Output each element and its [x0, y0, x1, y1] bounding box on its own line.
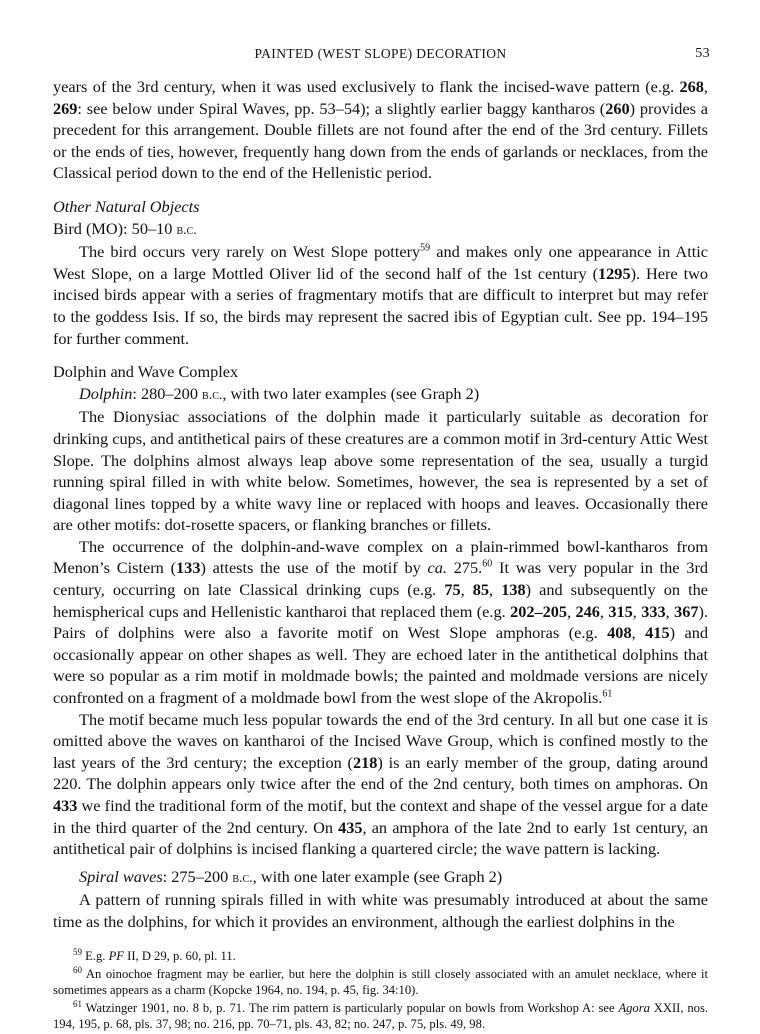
footnote-ref-61: 61 [602, 688, 613, 700]
paragraph-bird: The bird occurs very rarely on West Slope pottery$^{59}$ and makes only one appearance in Attic West Slope, on a large Mottled Oliver lid of the second half of the 1st century (1295). Here two incised birds appear with a series of fragmentary motifs that are difficult to interpret but may refer to the goddess Isis. If so, the birds may represent the sacred ibis of Egyptian cult. See pp. 194–195 for further comment. [53, 242, 708, 348]
page [53, 46, 708, 1034]
paragraph-dolphin-occurrence: The occurrence of the dolphin-and-wave complex on a plain-rimmed bowl-kantharos from Menon’s Cistern (133) attests the use of the motif by ca. 275.60 It was very popular in the 3rd century, occurring on late Classical drinking cups (e.g. 75, 85, 138) and subsequently on the hemispherical cups and Hellenistic kantharoi that replaced them (e.g. 202–205, 246, 315, 333, 367). Pairs of dolphins were also a favorite motif on West Slope amphoras (e.g. 408, 415) and occasionally appear on other shapes as well. They are echoed later in the antithetical dolphins that were so popular as a rim motif in moldmade bowls; the painted and moldmade versions are nicely confronted on a fragment of a moldmade bowl from the west slope of the Akropolis.$^{61}$ [53, 536, 709, 708]
running-title: PAINTED (WEST SLOPE) DECORATION [254, 46, 507, 61]
footnote-ref-60: 60 [482, 559, 493, 571]
section-heading-other-natural-objects: Other Natural Objects [53, 196, 200, 216]
footnote-59: $^{59}$ E.g. PF II, D 29, p. 60, pl. 11. [73, 946, 236, 963]
paragraph-dolphin-decline: The motif became much less popular towards the end of the 3rd century. In all but one case it is omitted above the waves on kantharoi of the Incised Wave Group, which is confined mostly to the last years of the 3rd century; the exception (218) is an early member of the group, dating around 220. The dolphin appears only twice after the end of the 2nd century, both times on amphoras. On 433 we find the traditional form of the motif, but the context and shape of the vessel argue for a date in the third quarter of the 2nd century. On 435, an amphora of the late 2nd to early 1st century, an antithetical pair of dolphins is incised flanking a quartered circle; the wave pattern is lacking. [53, 709, 709, 859]
footnote-ref-59: 59 [420, 242, 431, 254]
subheading-bird: Bird (MO): 50–10 b.c. [53, 218, 197, 238]
paragraph-spiral-waves: A pattern of running spirals filled in with white was presumably introduced at about the same time as the dolphins, for which it provides an environment, although the earliest dolphins in the [53, 890, 708, 931]
main-text [53, 76, 708, 933]
section-heading-dolphin-wave-complex: Dolphin and Wave Complex [53, 362, 239, 382]
subheading-dolphin: Dolphin: 280–200 b.c., with two later examples (see Graph 2) [79, 383, 480, 403]
footnotes [53, 948, 708, 1032]
paragraph-fillets: years of the 3rd century, when it was used exclusively to flank the incised-wave pattern (e.g. 268, 269: see below under Spiral Waves, pp. 53–54); a slightly earlier baggy kantharos (260) provides a precedent for this arrangement. Double fillets are not found after the end of the 3rd century. Fillets or the ends of ties, however, frequently hang down from the ends of garlands or necklaces, from the Classical period down to the end of the Hellenistic period. [53, 77, 709, 183]
running-header [53, 46, 708, 66]
footnote-60: $^{60}$ An oinochoe fragment may be earlier, but here the dolphin is still closely associated with an amulet necklace, where it sometimes appears as a charm (Kopcke 1964, no. 194, p. 45, fig. 34:10). [53, 964, 708, 997]
footnote-61: $^{61}$ Watzinger 1901, no. 8 b, p. 71. The rim pattern is particularly popular on bowls from Workshop A: see Agora XXII, nos. 194, 195, p. 68, pls. 37, 98; no. 216, pp. 70–71, pls. 43, 82; no. 247, p. 75, pls. 49, 98. [53, 998, 709, 1031]
page-number: 53 [695, 46, 710, 61]
subheading-spiral-waves: Spiral waves: 275–200 b.c., with one later example (see Graph 2) [79, 866, 503, 886]
paragraph-dolphin-associations: The Dionysiac associations of the dolphin made it particularly suitable as decoration for drinking cups, and antithetical pairs of these creatures are a common motif in 3rd-century Attic West Slope. The dolphins almost always leap above some representation of the sea, usually a turgid running spiral filled in with white below. Sometimes, however, the sea is represented by a set of diagonal lines topped by a white wavy line or replaced with hoops and leaves. Occasionally there are other motifs: dot-rosette spacers, or flanking branches or fillets. [53, 407, 708, 535]
